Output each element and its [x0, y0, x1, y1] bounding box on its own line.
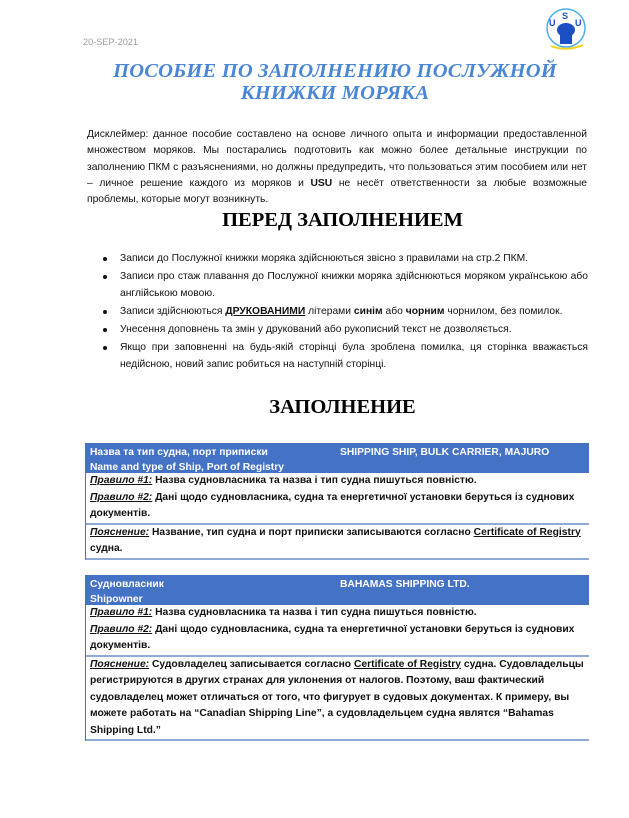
table-header	[86, 443, 589, 473]
rule-text: Дані щодо судновласника, судна та енергетичної установки беруться із суднових документів.	[90, 623, 575, 651]
list-item-text: Записи до Послужної книжки моряка здійснюються звісно з правилами на стр.2 ПКМ.	[120, 253, 529, 264]
heading-before-filling: ПЕРЕД ЗАПОЛНЕНИЕМ	[222, 209, 463, 231]
rule-key: Правило #1:	[90, 607, 153, 618]
list-item-text: чорнилом, без помилок.	[444, 305, 563, 317]
note-key: Пояснение:	[90, 658, 150, 670]
rule-1	[90, 605, 585, 622]
field-example-value: SHIPPING SHIP, BULK CARRIER, MAJURO	[340, 447, 550, 458]
svg-text:U: U	[549, 18, 556, 28]
rule-text: Назва судновласника та назва і тип судна пишуться повністю.	[152, 607, 477, 618]
shipowner-table	[85, 575, 589, 741]
list-item-text: Якщо при заповненні на будь-якій сторінці була зроблена помилка, ця сторінка вважається недійсною, новий запис робиться на наступній сторінці.	[120, 342, 588, 370]
title-line-1: ПОСОБИЕ ПО ЗАПОЛНЕНИЮ ПОСЛУЖНОЙ	[113, 60, 557, 82]
rule-key: Правило #2:	[90, 491, 153, 503]
list-item-text: Унесення доповнень та змін у друкований або рукописний текст не дозволяється.	[120, 324, 512, 336]
rule-2	[90, 622, 585, 655]
list-item	[103, 304, 588, 320]
disclaimer-paragraph	[87, 127, 587, 208]
list-item	[103, 340, 588, 373]
list-item	[103, 269, 588, 302]
disclaimer-brand: USU	[310, 177, 333, 189]
rule-key: Правило #2:	[90, 623, 153, 635]
note-cell	[86, 525, 589, 560]
field-example-value: BAHAMAS SHIPPING LTD.	[340, 579, 470, 590]
svg-text:S: S	[562, 11, 569, 21]
list-item-text: Записи про стаж плавання до Послужної книжки моряка здійснюються моряком українською або англійською мовою.	[120, 271, 588, 299]
list-item	[103, 322, 588, 338]
note-text: судна.	[90, 543, 123, 554]
emphasis-blue: синім	[353, 305, 383, 317]
heading-filling: ЗАПОЛНЕНИЕ	[269, 396, 416, 418]
document-date: 20-SEP-2021	[83, 37, 139, 47]
bullet-icon	[103, 328, 107, 332]
rules-list	[103, 251, 588, 375]
note-text: Судовладелец записывается согласно	[149, 658, 354, 670]
field-label-ua: Назва та тип судна, порт приписки	[90, 447, 268, 458]
document-title	[80, 60, 590, 104]
disclaimer-text-end: не несёт ответственности за любые возможные проблемы, которые могут возникнуть.	[87, 177, 587, 206]
field-label-ua: Судновласник	[90, 579, 164, 590]
list-item	[103, 251, 588, 267]
field-label-en: Name and type of Ship, Port of Registry	[90, 462, 284, 473]
certificate-reference: Certificate of Registry	[353, 658, 461, 670]
note-cell	[86, 657, 589, 742]
list-item-text: або	[382, 305, 406, 317]
rules-cell	[86, 473, 589, 525]
title-line-2: КНИЖКИ МОРЯКА	[240, 82, 430, 104]
rules-cell	[86, 605, 589, 657]
certificate-reference: Certificate of Registry	[473, 526, 581, 538]
svg-text:U: U	[575, 18, 582, 28]
rule-text: Дані щодо судновласника, судна та енергетичної установки беруться із суднових документів.	[90, 491, 575, 519]
field-label-en: Shipowner	[90, 594, 143, 605]
emphasis-printed: ДРУКОВАНИМИ	[225, 305, 306, 317]
list-item-text: Записи здійснюються	[120, 305, 226, 317]
rule-1	[90, 473, 585, 490]
rule-key: Правило #1:	[90, 475, 153, 486]
note-text: судна. Судовладельцы регистрируются в других странах для уклонения от налогов. Поэтому, ваш фактический судовладелец может отличаться от того, что фигурует в судовых документах. К примеру, вы можете работать на “Canadian Shipping Line”, а судовладельцем судна являтся “Bahamas Shipping Ltd.”	[90, 658, 584, 736]
usu-logo-icon	[543, 6, 589, 54]
ship-name-table	[85, 443, 589, 560]
list-item-text: літерами	[305, 305, 354, 317]
note-key: Пояснение:	[90, 526, 150, 538]
emphasis-black: чорним	[405, 305, 445, 317]
bullet-icon	[103, 275, 107, 279]
rule-text: Назва судновласника та назва і тип судна пишуться повністю.	[152, 475, 477, 486]
rule-2	[90, 490, 585, 523]
bullet-icon	[103, 257, 107, 261]
disclaimer-text: Дисклеймер: данное пособие составлено на основе личного опыта и информации предоставленной множеством моряков. Мы постарались подготовить как можно более детальные инструкции по заполнению ПКМ с разъяснениями, но должны предупредить, что пользоваться этим пособием или нет – личное решение каждого из моряков и	[87, 129, 587, 189]
bullet-icon	[103, 310, 107, 314]
table-header	[86, 575, 589, 605]
bullet-icon	[103, 346, 107, 350]
note-text: Название, тип судна и порт приписки записываются согласно	[149, 526, 474, 538]
